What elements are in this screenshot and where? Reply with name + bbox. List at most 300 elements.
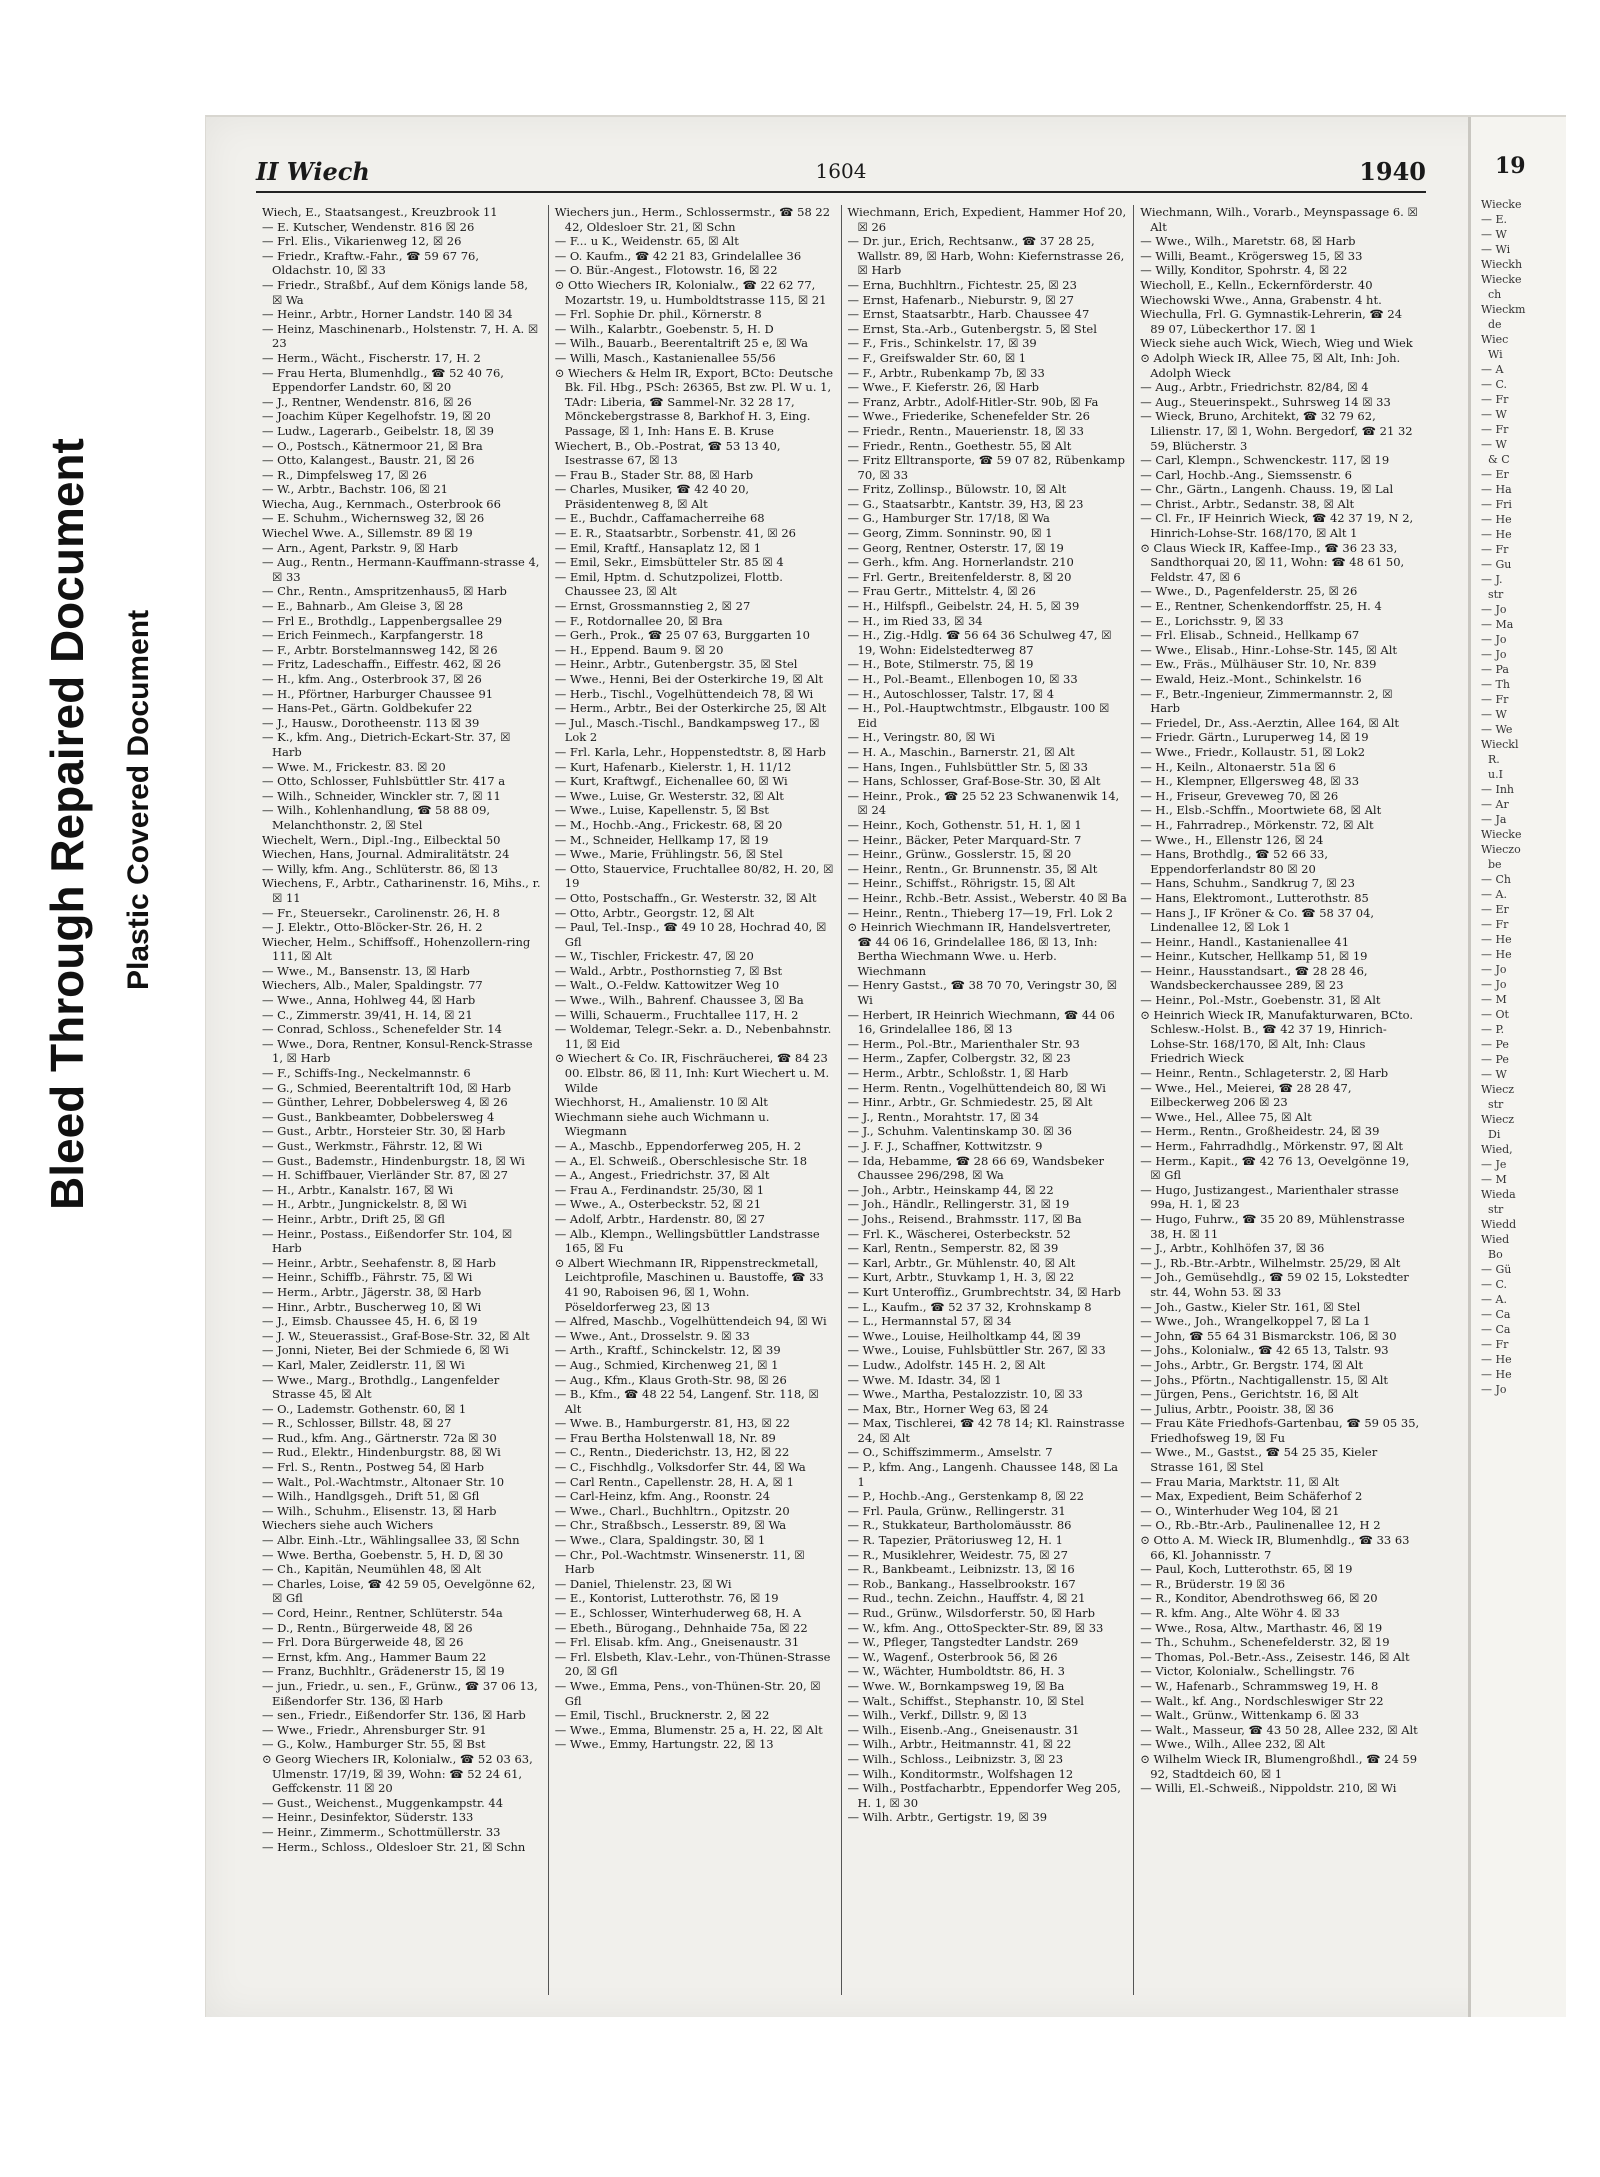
directory-entry: — Heinr., Rentn., Thieberg 17—19, Frl. Lok 2 xyxy=(847,905,1113,920)
directory-entry: — Willi, Masch., Kastanienallee 55/56 xyxy=(554,350,776,365)
directory-entry: — Frau Maria, Marktstr. 11, ☒ Alt xyxy=(1140,1474,1340,1489)
directory-entry: — P., kfm. Ang., Langenh. Chaussee 148, ☒ La 1 xyxy=(847,1460,1118,1489)
directory-entry: — Wwe., Joh., Wrangelkoppel 7, ☒ La 1 xyxy=(1140,1314,1371,1329)
directory-entry: — Gust., Werkmstr., Fährstr. 12, ☒ Wi xyxy=(262,1139,483,1153)
directory-entry: — F., Betr.-Ingenieur, Zimmermannstr. 2, ☒ Harb xyxy=(1140,686,1393,716)
directory-entry: ⊙ Otto A. M. Wieck IR, Blumenhdlg., ☎ 33 63 66, Kl. Johannisstr. 7 xyxy=(1140,1533,1410,1562)
directory-entry: — Heinz, Maschinenarb., Holstenstr. 7, H. A. ☒ 23 xyxy=(262,321,539,351)
directory-entry: — Friedr., Rentn., Goethestr. 55, ☒ Alt xyxy=(847,438,1072,453)
directory-entry: — H., Autoschlosser, Talstr. 17, ☒ 4 xyxy=(847,686,1055,701)
directory-entry: — Johs., Kolonialw., ☎ 42 65 13, Talstr. 93 xyxy=(1140,1343,1389,1358)
directory-entry: Wiechers jun., Herm., Schlossermstr., ☎ 58 22 42, Oldesloer Str. 21, ☒ Schn xyxy=(554,205,831,234)
directory-entry: — H., Bote, Stilmerstr. 75, ☒ 19 xyxy=(847,657,1034,672)
directory-entry: — Herm., Pol.-Btr., Marienthaler Str. 93 xyxy=(847,1036,1080,1051)
directory-entry: — Wilh., Kalarbtr., Goebenstr. 5, H. D xyxy=(554,321,774,336)
directory-entry: — Johs., Arbtr., Gr. Bergstr. 174, ☒ Alt xyxy=(1140,1357,1363,1372)
directory-entry: — Wwe., Wilh., Maretstr. 68, ☒ Harb xyxy=(1140,234,1356,249)
directory-entry: — Wwe., F. Kieferstr. 26, ☒ Harb xyxy=(847,380,1039,395)
directory-entry: — Wwe., Dora, Rentner, Konsul-Renck-Strasse 1, ☒ Harb xyxy=(262,1036,533,1066)
directory-entry: Wiechhorst, H., Amalienstr. 10 ☒ Alt xyxy=(554,1095,768,1110)
directory-entry: — Herm., Arbtr., Bei der Osterkirche 25, ☒ Alt xyxy=(554,701,827,716)
directory-entry: — A., El. Schweiß., Oberschlesische Str. 18 xyxy=(554,1153,808,1168)
directory-entry: — Daniel, Thielenstr. 23, ☒ Wi xyxy=(554,1576,732,1591)
directory-entry: — Heinr., Prok., ☎ 25 52 23 Schwanenwik 14, ☒ 24 xyxy=(847,788,1120,818)
directory-entry: — R., Brüderstr. 19 ☒ 36 xyxy=(1140,1576,1286,1591)
directory-entry: — Frl. Elis., Vikarienweg 12, ☒ 26 xyxy=(262,234,462,249)
directory-entry: — Herb., Tischl., Vogelhüttendeich 78, ☒ Wi xyxy=(554,686,814,701)
directory-entry: — Hans, Ingen., Fuhlsbüttler Str. 5, ☒ 33 xyxy=(847,759,1088,774)
directory-entry: ⊙ Adolph Wieck IR, Allee 75, ☒ Alt, Inh: Joh. Adolph Wieck xyxy=(1140,350,1401,380)
directory-entry: — Fr., Steuersekr., Carolinenstr. 26, H. 8 xyxy=(262,905,500,920)
directory-entry: — E., Lorichsstr. 9, ☒ 33 xyxy=(1140,613,1284,628)
directory-entry: — J., Rentn., Morahtstr. 17, ☒ 34 xyxy=(847,1109,1039,1124)
directory-entry: — Wwe., Louise, Heilholtkamp 44, ☒ 39 xyxy=(847,1328,1081,1343)
directory-entry: — Karl, Rentn., Semperstr. 82, ☒ 39 xyxy=(847,1241,1059,1256)
directory-entry: — Rob., Bankang., Hasselbrookstr. 167 xyxy=(847,1576,1076,1591)
directory-entry: — Otto, Stauervice, Fruchtallee 80/82, H. 20, ☒ 19 xyxy=(554,861,834,891)
directory-entry: — Herm., Schloss., Oldesloer Str. 21, ☒ Schn xyxy=(262,1839,526,1854)
directory-entry: — Heinr., Schiffst., Röhrigstr. 15, ☒ Alt xyxy=(847,876,1075,891)
directory-entry: — Kurt, Arbtr., Stuvkamp 1, H. 3, ☒ 22 xyxy=(847,1270,1075,1285)
directory-entry: — Hinr., Arbtr., Gr. Schmiedestr. 25, ☒ Alt xyxy=(847,1095,1093,1110)
directory-entry: — H., Elsb.-Schffn., Moortwiete 68, ☒ Alt xyxy=(1140,803,1382,818)
directory-entry: — O., Winterhuder Weg 104, ☒ 21 xyxy=(1140,1503,1340,1518)
directory-entry: Wiechers, Alb., Maler, Spaldingstr. 77 xyxy=(262,978,483,993)
directory-entry: — Frl. Elisab. kfm. Ang., Gneisenaustr. 31 xyxy=(554,1635,800,1650)
directory-entry: — Wwe., M., Gastst., ☎ 54 25 35, Kieler Strasse 161, ☒ Stel xyxy=(1140,1445,1378,1475)
directory-entry: ⊙ Wilhelm Wieck IR, Blumengroßhdl., ☎ 24 59 92, Stadtdeich 60, ☒ 1 xyxy=(1140,1751,1418,1781)
directory-entry: — Wwe., Friederike, Schenefelder Str. 26 xyxy=(847,409,1090,424)
directory-entry: — H., im Ried 33, ☒ 34 xyxy=(847,613,983,628)
directory-entry: — Herm., Zapfer, Colbergstr. 32, ☒ 23 xyxy=(847,1051,1071,1066)
directory-entry: — Heinr., Arbtr., Drift 25, ☒ Gfl xyxy=(262,1211,445,1226)
directory-entry: — H., Fahrradrep., Mörkenstr. 72, ☒ Alt xyxy=(1140,817,1374,832)
directory-entry: — Johs., Pförtn., Nachtigallenstr. 15, ☒ Alt xyxy=(1140,1372,1389,1387)
directory-entry: — E. Kutscher, Wendenstr. 816 ☒ 26 xyxy=(262,219,475,234)
directory-entry: — Friedr. Gärtn., Luruperweg 14, ☒ 19 xyxy=(1140,730,1369,745)
directory-entry: — Ida, Hebamme, ☎ 28 66 69, Wandsbeker Chaussee 296/298, ☒ Wa xyxy=(847,1153,1104,1183)
directory-entry: — Wald., Arbtr., Posthornstieg 7, ☒ Bst xyxy=(554,963,783,978)
directory-entry: — K., kfm. Ang., Dietrich-Eckart-Str. 37, ☒ Harb xyxy=(262,730,511,759)
directory-entry: — Jul., Masch.-Tischl., Bandkampsweg 17., ☒ Lok 2 xyxy=(554,715,820,745)
directory-entry: — Herm., Rentn., Großheidestr. 24, ☒ 39 xyxy=(1140,1124,1380,1139)
directory-entry: Wiechens, F., Arbtr., Catharinenstr. 16, Mihs., r. ☒ 11 xyxy=(262,876,541,905)
directory-entry: — Wwe., A., Osterbeckstr. 52, ☒ 21 xyxy=(554,1197,762,1212)
directory-entry: — Wilh., Arbtr., Heitmannstr. 41, ☒ 22 xyxy=(847,1737,1072,1752)
directory-entry: — Rud., Grünw., Wilsdorferstr. 50, ☒ Harb xyxy=(847,1606,1095,1620)
directory-entry: — Johs., Reisend., Brahmsstr. 117, ☒ Ba xyxy=(847,1211,1082,1226)
directory-entry: — Frau Herta, Blumenhdlg., ☎ 52 40 76, Eppendorfer Landstr. 60, ☒ 20 xyxy=(262,365,504,395)
directory-entry: — Wilh., Verkf., Dillstr. 9, ☒ 13 xyxy=(847,1708,1027,1723)
directory-entry: — Hans, Brothdlg., ☎ 52 66 33, Eppendorferlandstr 80 ☒ 20 xyxy=(1140,847,1329,876)
directory-entry: — Otto, Kalangest., Baustr. 21, ☒ 26 xyxy=(262,453,475,468)
directory-entry: — Max, Expedient, Beim Schäferhof 2 xyxy=(1140,1489,1363,1504)
directory-entry: — Franz, Arbtr., Adolf-Hitler-Str. 90b, ☒ Fa xyxy=(847,394,1099,409)
directory-entry: Wiechulla, Frl. G. Gymnastik-Lehrerin, ☎ 24 89 07, Lübeckerthor 17. ☒ 1 xyxy=(1140,307,1403,336)
directory-entry: — H., Pol.-Hauptwchtmstr., Elbgaustr. 100 ☒ Eid xyxy=(847,701,1110,730)
directory-entry: — Chr., Gärtn., Langenh. Chauss. 19, ☒ Lal xyxy=(1140,482,1394,497)
directory-entry: — Heinr., Arbtr., Horner Landstr. 140 ☒ 34 xyxy=(262,307,513,322)
directory-entry: — Erich Feinmech., Karpfangerstr. 18 xyxy=(262,628,484,643)
directory-entry: — Alb., Klempn., Wellingsbüttler Landstrasse 165, ☒ Fu xyxy=(554,1226,820,1256)
directory-entry: — Frl. Sophie Dr. phil., Körnerstr. 8 xyxy=(554,307,762,322)
directory-entry: — F., Arbtr., Rubenkamp 7b, ☒ 33 xyxy=(847,365,1045,380)
directory-entry: — G., Schmied, Beerentaltrift 10d, ☒ Harb xyxy=(262,1080,511,1095)
directory-entry: — H., Hilfspfl., Geibelstr. 24, H. 5, ☒ 39 xyxy=(847,599,1080,614)
directory-entry: — F... u K., Weidenstr. 65, ☒ Alt xyxy=(554,234,739,249)
directory-entry: — Wilh., Schneider, Winckler str. 7, ☒ 11 xyxy=(262,788,501,803)
directory-entry: Wiechmann, Erich, Expedient, Hammer Hof 20, ☒ 26 xyxy=(847,205,1127,234)
directory-entry: — H., Pol.-Beamt., Ellenbogen 10, ☒ 33 xyxy=(847,672,1078,686)
directory-entry: — H., Eppend. Baum 9. ☒ 20 xyxy=(554,642,724,657)
directory-entry: — Emil, Hptm. d. Schutzpolizei, Flottb. Chaussee 23, ☒ Alt xyxy=(554,569,783,599)
directory-entry: — L., Hermannstal 57, ☒ 34 xyxy=(847,1314,1012,1329)
directory-entry: — F., Greifswalder Str. 60, ☒ 1 xyxy=(847,350,1027,365)
directory-entry: — Chr., Pol.-Wachtmstr. Winsenerstr. 11, ☒ Harb xyxy=(554,1547,805,1577)
directory-entry: ⊙ Wiechers & Helm IR, Export, BCto: Deutsche Bk. Fil. Hbg., PSch: 26365, Bst zw. Pl. W u. 1, TAdr: Liberia, ☎ Sammel-Nr. 32 28 17, Mönckebergstrasse 8, Barkhof H. 3, Eing. Passage, ☒ 1, Inh: Hans E. B. Kruse xyxy=(554,365,834,438)
directory-entry: — J. Elektr., Otto-Blöcker-Str. 26, H. 2 xyxy=(262,920,483,935)
directory-entry: — Gerh., kfm. Ang. Hornerlandstr. 210 xyxy=(847,555,1074,570)
directory-entry: — B., Kfm., ☎ 48 22 54, Langenf. Str. 118, ☒ Alt xyxy=(554,1387,819,1416)
directory-entry: — Julius, Arbtr., Pooistr. 38, ☒ 36 xyxy=(1140,1401,1334,1416)
directory-entry: — Frl. S., Rentn., Postweg 54, ☒ Harb xyxy=(262,1460,484,1475)
directory-entry: — Georg, Zimm. Sonninstr. 90, ☒ 1 xyxy=(847,526,1053,541)
directory-entry: — E. R., Staatsarbtr., Sorbenstr. 41, ☒ 26 xyxy=(554,526,796,541)
directory-entry: — Wwe., Wilh., Allee 232, ☒ Alt xyxy=(1140,1737,1325,1752)
directory-entry: — Jürgen, Pens., Gerichtstr. 16, ☒ Alt xyxy=(1140,1387,1359,1402)
directory-entry: — Wwe., Louise, Fuhlsbüttler Str. 267, ☒ 33 xyxy=(847,1343,1106,1358)
directory-entry: — R., Konditor, Abendrothsweg 66, ☒ 20 xyxy=(1140,1591,1378,1606)
directory-entry: — Adolf, Arbtr., Hardenstr. 80, ☒ 27 xyxy=(554,1211,765,1226)
directory-entry: — W., Tischler, Frickestr. 47, ☒ 20 xyxy=(554,949,754,964)
directory-entry: — Otto, Arbtr., Georgstr. 12, ☒ Alt xyxy=(554,905,755,920)
directory-entry: — Wwe., Emma, Pens., von-Thünen-Str. 20, ☒ Gfl xyxy=(554,1678,821,1708)
directory-entry: — Frl. K., Wäscherei, Osterbeckstr. 52 xyxy=(847,1226,1071,1241)
directory-entry: — Ernst, Hafenarb., Nieburstr. 9, ☒ 27 xyxy=(847,292,1074,307)
directory-entry: — R., Dimpfelsweg 17, ☒ 26 xyxy=(262,467,427,482)
directory-entry: — Victor, Kolonialw., Schellingstr. 76 xyxy=(1140,1664,1355,1679)
directory-entry: — L., Kaufm., ☎ 52 37 32, Krohnskamp 8 xyxy=(847,1299,1092,1314)
directory-entry: — Dr. jur., Erich, Rechtsanw., ☎ 37 28 25, Wallstr. 89, ☒ Harb, Wohn: Kiefernstrasse 26, ☒ Harb xyxy=(847,234,1125,278)
directory-column-3 xyxy=(842,205,1135,1995)
directory-entry: — Ch., Kapitän, Neumühlen 48, ☒ Alt xyxy=(262,1562,482,1577)
directory-entry: — Frau Gertr., Mittelstr. 4, ☒ 26 xyxy=(847,584,1036,599)
directory-entry: — Willi, Beamt., Krögersweg 15, ☒ 33 xyxy=(1140,248,1363,263)
directory-entry: — Heinr., Arbtr., Gutenbergstr. 35, ☒ Stel xyxy=(554,657,798,672)
directory-entry: — Wwe., Emmy, Hartungstr. 22, ☒ 13 xyxy=(554,1737,774,1752)
page-header xyxy=(256,157,1426,193)
directory-entry: — Otto, Schlosser, Fuhlsbüttler Str. 417 a xyxy=(262,774,506,789)
directory-entry: — Heinr., Zimmerm., Schottmüllerstr. 33 xyxy=(262,1824,501,1839)
directory-entry: — Friedr., Straßbf., Auf dem Königs lande 58, ☒ Wa xyxy=(262,277,528,307)
directory-entry: — Gust., Bademstr., Hindenburgstr. 18, ☒ Wi xyxy=(262,1153,525,1168)
directory-entry: — Conrad, Schloss., Schenefelder Str. 14 xyxy=(262,1022,502,1037)
directory-entry: — Charles, Loise, ☎ 42 59 05, Oevelgönne 62, ☒ Gfl xyxy=(262,1576,536,1606)
directory-entry: — Willi, Schauerm., Fruchtallee 117, H. 2 xyxy=(554,1007,799,1022)
directory-entry: — Wilh., Eisenb.-Ang., Gneisenaustr. 31 xyxy=(847,1722,1080,1737)
directory-entry: — F., Fris., Schinkelstr. 17, ☒ 39 xyxy=(847,336,1037,351)
directory-entry: — Wwe., Hel., Allee 75, ☒ Alt xyxy=(1140,1109,1312,1124)
directory-entry: — H. A., Maschin., Barnerstr. 21, ☒ Alt xyxy=(847,744,1075,759)
directory-entry: — O., Postsch., Kätnermoor 21, ☒ Bra xyxy=(262,438,483,453)
directory-entry: — Rud., techn. Zeichn., Hauffstr. 4, ☒ 21 xyxy=(847,1591,1086,1606)
directory-entry: — P., Hochb.-Ang., Gerstenkamp 8, ☒ 22 xyxy=(847,1489,1084,1504)
directory-entry: — W., Hafenarb., Schrammsweg 19, H. 8 xyxy=(1140,1678,1379,1693)
directory-entry: — Willy, kfm. Ang., Schlüterstr. 86, ☒ 13 xyxy=(262,861,498,876)
directory-entry: — H., Zig.-Hdlg. ☎ 56 64 36 Schulweg 47, ☒ 19, Wohn: Eidelstedterweg 87 xyxy=(847,628,1112,657)
directory-entry: — Heinr., Handl., Kastanienallee 41 xyxy=(1140,934,1350,949)
directory-entry: — Fritz, Ladeschaffn., Eiffestr. 462, ☒ 26 xyxy=(262,657,502,672)
next-page-text: Wiecke — E. — W — Wi Wieckh Wiecke ch Wieckm de Wiec Wi — A — C. — Fr — W — Fr — W & C — Er — Ha — Fri — He — He — Fr — Gu — J. str — Jo — Ma — Jo — Jo — Pa — Th — Fr — W — We Wieckl R. u.I — Inh — Ar — Ja Wiecke Wieczo be — Ch — A. — Er — Fr — He — He — Jo — Jo — M — Ot — P. — Pe — Pe — W Wiecz str Wiecz Di Wied, — Je — M Wieda str Wiedd Wied Bo — Gü — C. — A. — Ca — Ca — Fr — He — He — Jo xyxy=(1481,198,1526,1396)
directory-entry: — Joh., Händlr., Rellingerstr. 31, ☒ 19 xyxy=(847,1197,1070,1212)
directory-entry: ⊙ Otto Wiechers IR, Kolonialw., ☎ 22 62 77, Mozartstr. 19, u. Humboldtstrasse 115, ☒ 21 xyxy=(554,277,827,307)
directory-entry: — Walt., Schiffst., Stephanstr. 10, ☒ Stel xyxy=(847,1693,1084,1708)
directory-entry: — Wwe., Emma, Blumenstr. 25 a, H. 22, ☒ Alt xyxy=(554,1722,823,1737)
directory-columns xyxy=(256,205,1426,1995)
directory-entry: — sen., Friedr., Eißendorfer Str. 136, ☒ Harb xyxy=(262,1708,526,1723)
directory-entry: — R. Tapezier, Prätoriusweg 12, H. 1 xyxy=(847,1533,1063,1548)
directory-entry: — Rud., kfm. Ang., Gärtnerstr. 72a ☒ 30 xyxy=(262,1430,497,1445)
directory-entry: — Ewald, Heiz.-Mont., Schinkelstr. 16 xyxy=(1140,672,1362,686)
directory-entry: — H., Arbtr., Jungnickelstr. 8, ☒ Wi xyxy=(262,1197,467,1212)
directory-entry: — E., Buchdr., Caffamacherreihe 68 xyxy=(554,511,765,526)
directory-entry: — Gerh., Prok., ☎ 25 07 63, Burggarten 10 xyxy=(554,628,810,643)
directory-entry: — H., Friseur, Greveweg 70, ☒ 26 xyxy=(1140,788,1339,803)
directory-entry: — Wieck, Bruno, Architekt, ☎ 32 79 62, Lilienstr. 17, ☒ 1, Wohn. Bergedorf, ☎ 21 32 59, Blücherstr. 3 xyxy=(1140,409,1413,453)
directory-entry: — Walt., Pol.-Wachtmstr., Altonaer Str. 10 xyxy=(262,1474,505,1489)
directory-entry: — Frau A., Ferdinandstr. 25/30, ☒ 1 xyxy=(554,1182,765,1197)
directory-entry: — Heinr., Postass., Eißendorfer Str. 104, ☒ Harb xyxy=(262,1226,513,1256)
directory-entry: — Wwe. W., Bornkampsweg 19, ☒ Ba xyxy=(847,1678,1065,1693)
directory-entry: — Kurt, Hafenarb., Kielerstr. 1, H. 11/12 xyxy=(554,759,792,774)
directory-entry: — Frl. Gertr., Breitenfelderstr. 8, ☒ 20 xyxy=(847,569,1072,584)
directory-entry: — H., Klempner, Ellgersweg 48, ☒ 33 xyxy=(1140,774,1360,789)
directory-entry: — H., kfm. Ang., Osterbrook 37, ☒ 26 xyxy=(262,672,482,686)
directory-entry: — D., Rentn., Bürgerweide 48, ☒ 26 xyxy=(262,1620,473,1635)
directory-entry: — Wwe., Martha, Pestalozzistr. 10, ☒ 33 xyxy=(847,1387,1083,1402)
directory-entry: — Wwe. Bertha, Goebenstr. 5, H. D, ☒ 30 xyxy=(262,1547,504,1562)
directory-entry: Wiecholl, E., Kelln., Eckernförderstr. 40 xyxy=(1140,277,1373,292)
directory-entry: — E., Kontorist, Lutterothstr. 76, ☒ 19 xyxy=(554,1591,779,1606)
directory-entry: — H. Schiffbauer, Vierländer Str. 87, ☒ 27 xyxy=(262,1168,508,1183)
directory-column-2 xyxy=(549,205,842,1995)
directory-column-4 xyxy=(1134,205,1426,1995)
directory-entry: — Erna, Buchhltrn., Fichtestr. 25, ☒ 23 xyxy=(847,277,1077,292)
directory-entry: — A., Maschb., Eppendorferweg 205, H. 2 xyxy=(554,1139,802,1153)
directory-entry: — Rud., Elektr., Hindenburgstr. 88, ☒ Wi xyxy=(262,1445,501,1460)
directory-entry: — Gust., Arbtr., Horsteier Str. 30, ☒ Harb xyxy=(262,1124,506,1139)
directory-entry: — J., Eimsb. Chaussee 45, H. 6, ☒ 19 xyxy=(262,1314,478,1329)
directory-entry: — John, ☎ 55 64 31 Bismarckstr. 106, ☒ 30 xyxy=(1140,1328,1397,1343)
directory-entry: — Wilh., Schloss., Leibnizstr. 3, ☒ 23 xyxy=(847,1751,1064,1766)
directory-entry: — Ernst, Sta.-Arb., Gutenbergstr. 5, ☒ Stel xyxy=(847,321,1097,336)
directory-entry: — Herm., Kapit., ☎ 42 76 13, Oevelgönne 19, ☒ Gfl xyxy=(1140,1153,1410,1183)
stamp-line-bleed-through: Bleed Through Repaired Document xyxy=(41,438,93,1210)
page-number: 1604 xyxy=(815,159,867,183)
directory-entry: — Walt., kf. Ang., Nordschleswiger Str 22 xyxy=(1140,1693,1384,1708)
directory-entry: — Wwe., Marg., Brothdlg., Langenfelder Strasse 45, ☒ Alt xyxy=(262,1372,500,1402)
directory-entry: — Karl, Arbtr., Gr. Mühlenstr. 40, ☒ Alt xyxy=(847,1255,1076,1270)
directory-entry: — Emil, Kraftf., Hansaplatz 12, ☒ 1 xyxy=(554,540,762,555)
directory-entry: ⊙ Georg Wiechers IR, Kolonialw., ☎ 52 03 63, Ulmenstr. 17/19, ☒ 39, Wohn: ☎ 52 24 61, Geffckenstr. 11 ☒ 20 xyxy=(262,1751,533,1796)
directory-entry: — Wwe., Luise, Kapellenstr. 5, ☒ Bst xyxy=(554,803,769,818)
directory-entry: — H., Arbtr., Kanalstr. 167, ☒ Wi xyxy=(262,1182,454,1197)
directory-entry: — Ebeth., Bürogang., Dehnhaide 75a, ☒ 22 xyxy=(554,1620,808,1635)
directory-entry: — Carl-Heinz, kfm. Ang., Roonstr. 24 xyxy=(554,1489,771,1504)
directory-entry: — Christ., Arbtr., Sedanstr. 38, ☒ Alt xyxy=(1140,496,1355,511)
directory-entry: — Wilh., Schuhm., Elisenstr. 13, ☒ Harb xyxy=(262,1503,497,1518)
directory-entry: Wiechel Wwe. A., Sillemstr. 89 ☒ 19 xyxy=(262,526,473,541)
directory-entry: Wiechowski Wwe., Anna, Grabenstr. 4 ht. xyxy=(1140,292,1382,307)
page-year: 1940 xyxy=(1359,157,1426,186)
directory-entry: — Max, Tischlerei, ☎ 42 78 14; Kl. Rainstrasse 24, ☒ Alt xyxy=(847,1416,1125,1445)
directory-entry: Wiechen, Hans, Journal. Admiralitätstr. 24 xyxy=(262,847,510,862)
directory-entry: — Herm., Fahrradhdlg., Mörkenstr. 97, ☒ Alt xyxy=(1140,1139,1404,1153)
directory-entry: — Fritz, Zollinsp., Bülowstr. 10, ☒ Alt xyxy=(847,482,1067,497)
directory-entry: — Ludw., Adolfstr. 145 H. 2, ☒ Alt xyxy=(847,1357,1046,1372)
directory-entry: — Herm., Wächt., Fischerstr. 17, H. 2 xyxy=(262,350,481,365)
directory-entry: — Wilh., Postfacharbtr., Eppendorfer Weg 205, H. 1, ☒ 30 xyxy=(847,1781,1121,1810)
directory-entry: — Wilh. Arbtr., Gertigstr. 19, ☒ 39 xyxy=(847,1810,1048,1825)
directory-entry: — Frau Bertha Holstenwall 18, Nr. 89 xyxy=(554,1430,776,1445)
directory-entry: — jun., Friedr., u. sen., F., Grünw., ☎ 37 06 13, Eißendorfer Str. 136, ☒ Harb xyxy=(262,1678,538,1708)
directory-entry: — Frau B., Stader Str. 88, ☒ Harb xyxy=(554,467,754,482)
directory-entry: Wiechers siehe auch Wichers xyxy=(262,1518,434,1533)
directory-entry: — Ernst, Grossmannstieg 2, ☒ 27 xyxy=(554,599,751,614)
directory-entry: — Walt., Grünw., Wittenkamp 6. ☒ 33 xyxy=(1140,1708,1360,1723)
directory-entry: — W., Pfleger, Tangstedter Landstr. 269 xyxy=(847,1635,1079,1650)
archive-stamp xyxy=(40,230,180,1230)
directory-column-1 xyxy=(256,205,549,1995)
directory-entry: — E. Schuhm., Wichernsweg 32, ☒ 26 xyxy=(262,511,485,526)
directory-entry: — Carl, Klempn., Schwenckestr. 117, ☒ 19 xyxy=(1140,453,1390,468)
directory-entry: — Karl, Maler, Zeidlerstr. 11, ☒ Wi xyxy=(262,1357,465,1372)
directory-entry: — Wwe., H., Ellenstr 126, ☒ 24 xyxy=(1140,832,1324,847)
directory-entry: — Arn., Agent, Parkstr. 9, ☒ Harb xyxy=(262,540,459,555)
directory-entry: — Emil, Tischl., Brucknerstr. 2, ☒ 22 xyxy=(554,1708,770,1723)
directory-entry: — Herm., Arbtr., Schloßstr. 1, ☒ Harb xyxy=(847,1066,1069,1081)
directory-entry: Wiecha, Aug., Kernmach., Osterbrook 66 xyxy=(262,496,501,511)
directory-entry: — R., Schlosser, Billstr. 48, ☒ 27 xyxy=(262,1416,452,1431)
directory-entry: — Heinr., Grünw., Gosslerstr. 15, ☒ 20 xyxy=(847,847,1072,862)
directory-entry: — J., Arbtr., Kohlhöfen 37, ☒ 36 xyxy=(1140,1241,1325,1256)
directory-entry: — Wwe., Clara, Spaldingstr. 30, ☒ 1 xyxy=(554,1533,766,1548)
directory-entry: — Heinr., Koch, Gothenstr. 51, H. 1, ☒ 1 xyxy=(847,817,1082,832)
directory-entry: — W., Wagenf., Osterbrook 56, ☒ 26 xyxy=(847,1649,1058,1664)
directory-entry: — Jonni, Nieter, Bei der Schmiede 6, ☒ Wi xyxy=(262,1343,509,1358)
directory-entry: — Hugo, Justizangest., Marienthaler strasse 99a, H. 1, ☒ 23 xyxy=(1140,1182,1399,1212)
directory-entry: — O., Schiffszimmerm., Amselstr. 7 xyxy=(847,1445,1053,1460)
directory-entry: — R., Musiklehrer, Weidestr. 75, ☒ 27 xyxy=(847,1547,1068,1562)
directory-entry: — Wilh., Handlgsgeh., Drift 51, ☒ Gfl xyxy=(262,1489,480,1504)
directory-entry: — J., Hausw., Dorotheenstr. 113 ☒ 39 xyxy=(262,715,480,730)
directory-entry: — Aug., Steuerinspekt., Suhrsweg 14 ☒ 33 xyxy=(1140,394,1391,409)
directory-entry: — Georg, Rentner, Osterstr. 17, ☒ 19 xyxy=(847,540,1064,555)
directory-entry: — C., Fischhdlg., Volksdorfer Str. 44, ☒ Wa xyxy=(554,1460,806,1475)
directory-entry: — Hinr., Arbtr., Buscherweg 10, ☒ Wi xyxy=(262,1299,482,1314)
directory-entry: — M., Hochb.-Ang., Frickestr. 68, ☒ 20 xyxy=(554,817,783,832)
directory-entry: — H., Keiln., Altonaerstr. 51a ☒ 6 xyxy=(1140,759,1336,774)
directory-entry: — Kurt, Kraftwgf., Eichenallee 60, ☒ Wi xyxy=(554,774,788,789)
stamp-line-plastic-covered: Plastic Covered Document xyxy=(122,609,155,990)
directory-entry: — F., Schiffs-Ing., Neckelmannstr. 6 xyxy=(262,1066,471,1081)
section-title: II Wiech xyxy=(256,157,370,186)
directory-entry: ⊙ Albert Wiechmann IR, Rippenstreckmetall, Leichtprofile, Maschinen u. Baustoffe, ☎ 33 41 90, Raboisen 96, ☒ 1, Wohn. Pöseldorferweg 23, ☒ 13 xyxy=(554,1255,824,1314)
directory-entry: — Heinr., Kutscher, Hellkamp 51, ☒ 19 xyxy=(1140,949,1368,964)
directory-entry: — Wwe. B., Hamburgerstr. 81, H3, ☒ 22 xyxy=(554,1416,791,1431)
directory-entry: — Heinr., Rchb.-Betr. Assist., Weberstr. 40 ☒ Ba xyxy=(847,890,1127,905)
directory-entry: — Arth., Kraftf., Schinckelstr. 12, ☒ 39 xyxy=(554,1343,781,1358)
directory-entry: — Frl. Paula, Grünw., Rellingerstr. 31 xyxy=(847,1503,1066,1518)
directory-entry: — O., Rb.-Btr.-Arb., Paulinenallee 12, H 2 xyxy=(1140,1518,1381,1533)
directory-entry: — Frau Käte Friedhofs-Gartenbau, ☎ 59 05 35, Friedhofsweg 19, ☒ Fu xyxy=(1140,1416,1420,1445)
directory-entry: — Wwe., Henni, Bei der Osterkirche 19, ☒ Alt xyxy=(554,672,824,686)
directory-entry: — Herm., Arbtr., Jägerstr. 38, ☒ Harb xyxy=(262,1284,482,1299)
directory-entry: — R., Bankbeamt., Leibnizstr. 13, ☒ 16 xyxy=(847,1562,1075,1577)
scanned-page xyxy=(205,115,1566,2017)
directory-entry: — Max, Btr., Horner Weg 63, ☒ 24 xyxy=(847,1401,1049,1416)
directory-entry: — Friedr., Rentn., Mauerienstr. 18, ☒ 33 xyxy=(847,423,1084,438)
directory-entry: — Wwe. M., Frickestr. 83. ☒ 20 xyxy=(262,759,446,774)
directory-entry: — G., Staatsarbtr., Kantstr. 39, H3, ☒ 23 xyxy=(847,496,1084,511)
directory-entry: ⊙ Claus Wieck IR, Kaffee-Imp., ☎ 36 23 33, Sandthorquai 20, ☒ 11, Wohn: ☎ 48 61 50, Feldstr. 47, ☒ 6 xyxy=(1140,540,1405,584)
directory-entry: — Herm. Rentn., Vogelhüttendeich 80, ☒ Wi xyxy=(847,1080,1106,1095)
directory-entry: — W., Arbtr., Bachstr. 106, ☒ 21 xyxy=(262,482,448,497)
directory-entry: — Hans-Pet., Gärtn. Goldbekufer 22 xyxy=(262,701,473,716)
directory-entry: — Heinr., Pol.-Mstr., Goebenstr. 31, ☒ Alt xyxy=(1140,993,1381,1008)
directory-entry: Wiechmann siehe auch Wichmann u. Wiegmann xyxy=(554,1109,770,1139)
directory-entry: — Willy, Konditor, Spohrstr. 4, ☒ 22 xyxy=(1140,263,1348,278)
directory-entry: — Wwe., Elisab., Hinr.-Lohse-Str. 145, ☒ Alt xyxy=(1140,642,1398,657)
directory-entry: Wieck siehe auch Wick, Wiech, Wieg und Wiek xyxy=(1140,336,1413,351)
directory-entry: — Ernst, kfm. Ang., Hammer Baum 22 xyxy=(262,1649,487,1664)
directory-entry: — Heinr., Rentn., Gr. Brunnenstr. 35, ☒ Alt xyxy=(847,861,1098,876)
directory-entry: — A., Angest., Friedrichstr. 37, ☒ Alt xyxy=(554,1168,770,1183)
directory-entry: — Paul, Tel.-Insp., ☎ 49 10 28, Hochrad 40, ☒ Gfl xyxy=(554,920,827,949)
directory-entry: — Emil, Sekr., Eimsbütteler Str. 85 ☒ 4 xyxy=(554,555,784,570)
directory-entry: — Cl. Fr., IF Heinrich Wieck, ☎ 42 37 19, N 2, Hinrich-Lohse-Str. 168/170, ☒ Alt 1 xyxy=(1140,511,1414,541)
directory-entry: — W., kfm. Ang., OttoSpeckter-Str. 89, ☒ 33 xyxy=(847,1620,1104,1635)
directory-entry: — O. Kaufm., ☎ 42 21 83, Grindelallee 36 xyxy=(554,248,802,263)
directory-entry: — Aug., Schmied, Kirchenweg 21, ☒ 1 xyxy=(554,1357,779,1372)
directory-entry: — Wwe., Friedr., Ahrensburger Str. 91 xyxy=(262,1722,487,1737)
directory-entry: — R. kfm. Ang., Alte Wöhr 4. ☒ 33 xyxy=(1140,1606,1340,1620)
directory-entry: Wiechert, B., Ob.-Postrat, ☎ 53 13 40, Isestrasse 67, ☒ 13 xyxy=(554,438,781,468)
directory-entry: — Wwe. M. Idastr. 34, ☒ 1 xyxy=(847,1372,1002,1387)
directory-entry: — Wwe., Ant., Drosselstr. 9. ☒ 33 xyxy=(554,1328,750,1343)
directory-entry: — Wwe., Friedr., Kollaustr. 51, ☒ Lok2 xyxy=(1140,744,1366,759)
directory-entry: Wiechmann, Wilh., Vorarb., Meynspassage 6. ☒ Alt xyxy=(1140,205,1418,234)
directory-entry: — Joh., Gastw., Kieler Str. 161, ☒ Stel xyxy=(1140,1299,1361,1314)
directory-entry: — Friedel, Dr., Ass.-Aerztin, Allee 164, ☒ Alt xyxy=(1140,715,1400,730)
directory-entry: — Carl, Hochb.-Ang., Siemssenstr. 6 xyxy=(1140,467,1352,482)
directory-entry: — Paul, Koch, Lutterothstr. 65, ☒ 19 xyxy=(1140,1562,1353,1577)
directory-entry: — Heinr., Arbtr., Seehafenstr. 8, ☒ Harb xyxy=(262,1255,496,1270)
directory-entry: — H., Pförtner, Harburger Chaussee 91 xyxy=(262,686,494,701)
directory-entry: — Wwe., Hel., Meierei, ☎ 28 28 47, Eilbeckerweg 206 ☒ 23 xyxy=(1140,1080,1352,1110)
directory-entry: — Wwe., M., Bansenstr. 13, ☒ Harb xyxy=(262,963,470,978)
directory-entry: — Walt., Masseur, ☎ 43 50 28, Allee 232, ☒ Alt xyxy=(1140,1722,1418,1737)
directory-entry: — H., Veringstr. 80, ☒ Wi xyxy=(847,730,995,745)
directory-entry: — Heinr., Rentn., Schlageterstr. 2, ☒ Harb xyxy=(1140,1066,1389,1081)
directory-entry: — Wwe., D., Pagenfelderstr. 25, ☒ 26 xyxy=(1140,584,1358,599)
directory-entry: — Chr., Straßbsch., Lesserstr. 89, ☒ Wa xyxy=(554,1518,787,1533)
directory-entry: — Alfred, Maschb., Vogelhüttendeich 94, ☒ Wi xyxy=(554,1314,827,1329)
directory-entry: — Ludw., Lagerarb., Geibelstr. 18, ☒ 39 xyxy=(262,423,494,438)
directory-entry: — Heinr., Schiffb., Fährstr. 75, ☒ Wi xyxy=(262,1270,473,1285)
directory-entry: — Frl. Elsbeth, Klav.-Lehr., von-Thünen-Strasse 20, ☒ Gfl xyxy=(554,1649,831,1679)
directory-entry: — Fritz Elltransporte, ☎ 59 07 82, Rübenkamp 70, ☒ 33 xyxy=(847,453,1125,482)
